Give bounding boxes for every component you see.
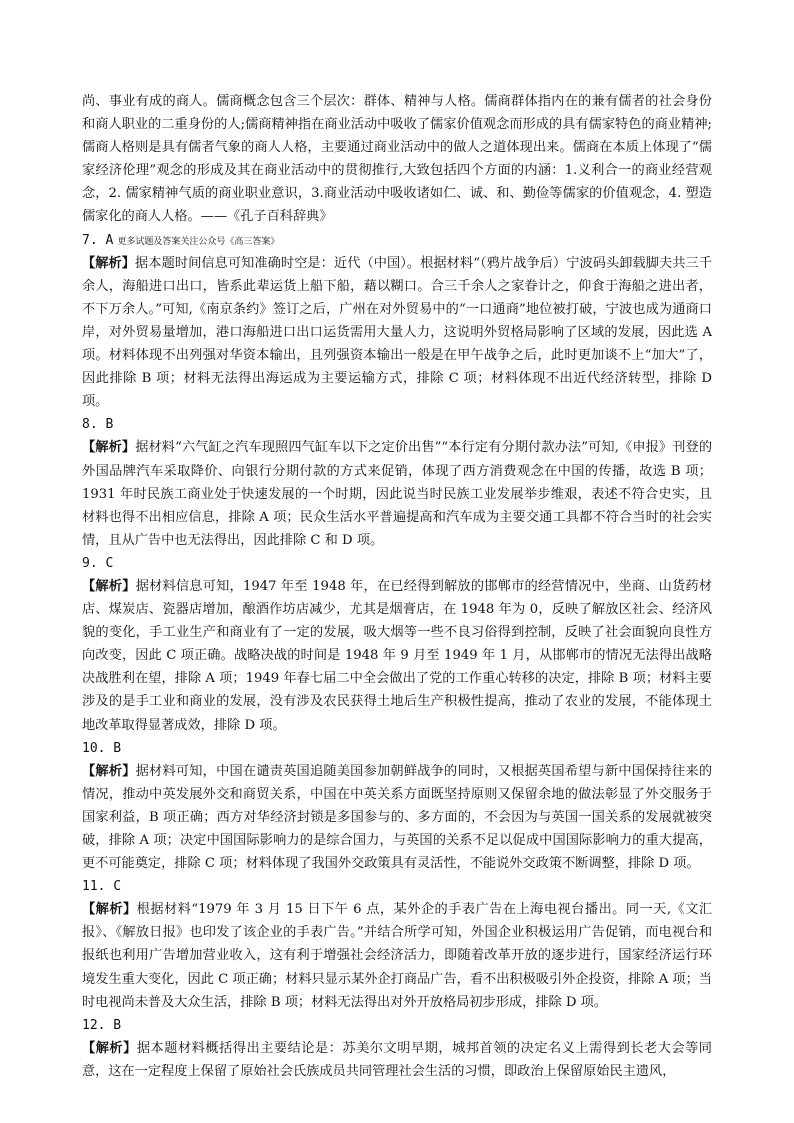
answer-item-12: [82, 1014, 712, 1083]
analysis-tag: 【解析】: [82, 255, 136, 271]
answer-item-7: [82, 229, 712, 414]
analysis-paragraph: 【解析】据本题材料概括得出主要结论是：苏美尔文明早期，城邦首领的决定名义上需得到长老大会等同意，这在一定程度上保留了原始社会氏族成员共同管理社会生活的习惯，即政治上保留原始民主遗风，: [82, 1040, 712, 1079]
analysis-paragraph: 【解析】据材料信息可知，1947 年至 1948 年，在已经得到解放的邯郸市的经营情况中，坐商、山货药材店、煤炭店、瓷器店增加，酿酒作坊店减少，尤其是烟膏店，在 1948 年为 0，反映了解放区社会、经济风貌的变化，手工业生产和商业有了一定的发展，吸大烟等一些不良习俗得到控制，反映了社会面貌向良性方向改变，因此 C 项正确。战略决战的时间是 1948 年 9 月至 1949 年 1 月，从邯郸市的情况无法得出战略决战胜利在望，排除 A 项；1949 年春七届二中全会做出了党的工作重心转移的决定，排除 B 项；材料主要涉及的是手工业和商业的发展，没有涉及农民获得土地后生产积极性提高，推动了农业的发展，不能体现土地改革取得显著成效，排除 D 项。: [82, 578, 713, 733]
answer-item-9: [82, 552, 712, 737]
answer-key: 9. C: [82, 555, 114, 571]
answer-item-11: [82, 875, 712, 1014]
answer-key: 7. A 更多试题及答案关注公众号《高三答案》: [82, 232, 280, 248]
intro-paragraph: 尚、事业有成的商人。儒商概念包含三个层次：群体、精神与人格。儒商群体指内在的兼有儒者的社会身份和商人职业的二重身份的人;儒商精神指在商业活动中吸收了儒家价值观念而形成的具有儒家特色的商业精神;儒商人格则是具有儒者气象的商人人格，主要通过商业活动中的做人之道体现出来。儒商在本质上体现了“儒家经济伦理”观念的形成及其在商业活动中的贯彻推行,大致包括四个方面的内涵：1.义利合一的商业经营观念，2. 儒家精神气质的商业职业意识，3.商业活动中吸收诸如仁、诚、和、勤俭等儒家的价值观念，4. 塑造儒家化的商人人格。——《孔子百科辞典》: [82, 94, 712, 225]
analysis-tag: 【解析】: [82, 1040, 137, 1056]
promo-note: 更多试题及答案关注公众号《高三答案》: [117, 236, 280, 247]
answer-key: 12. B: [82, 1017, 122, 1033]
answer-item-8: [82, 413, 712, 552]
analysis-tag: 【解析】: [82, 440, 136, 456]
answer-key: 10. B: [82, 740, 122, 756]
analysis-tag: 【解析】: [82, 763, 136, 779]
answer-item-10: [82, 737, 712, 876]
document-page: [82, 90, 712, 1083]
analysis-paragraph: 【解析】据材料“六气缸之汽车现照四气缸车以下之定价出售”“本行定有分期付款办法”可知,《申报》刊登的外国品牌汽车采取降价、向银行分期付款的方式来促销，体现了西方消费观念在中国的传播，故选 B 项；1931 年时民族工商业处于快速发展的一个时期，因此说当时民族工业发展举步维艰，表述不符合史实，且材料也得不出相应信息，排除 A 项；民众生活水平普遍提高和汽车成为主要交通工具都不符合当时的社会实情，且从广告中也无法得出，因此排除 C 和 D 项。: [82, 440, 713, 548]
answer-key: 11. C: [82, 879, 122, 895]
analysis-tag: 【解析】: [82, 902, 137, 918]
analysis-paragraph: 【解析】据材料可知，中国在谴责英国追随美国参加朝鲜战争的同时，又根据英国希望与新中国保持往来的情况，推动中英发展外交和商贸关系，中国在中英关系方面既坚持原则又保留余地的做法彰显了外交服务于国家利益，B 项正确；西方对华经济封锁是多国参与的、多方面的，不会因为与英国一国关系的发展就被突破，排除 A 项；决定中国国际影响力的是综合国力，与英国的关系不足以促成中国国际影响力的重大提高，更不可能奠定，排除 C 项；材料体现了我国外交政策具有灵活性，不能说外交政策不断调整，排除 D 项。: [82, 763, 713, 872]
analysis-paragraph: 【解析】根据材料“1979 年 3 月 15 日下午 6 点，某外企的手表广告在上海电视台播出。同一天,《文汇报》、《解放日报》也印发了该企业的手表广告。”并结合所学可知，外国企业积极运用广告促销，而电视台和报纸也利用广告增加营业收入，这有利于增强社会经济活力，即随着改革开放的逐步进行，国家经济运行环境发生重大变化，因此 C 项正确；材料只显示某外企打商品广告，看不出积极吸引外企投资，排除 A 项；当时电视尚未普及大众生活，排除 B 项；材料无法得出对外开放格局初步形成，排除 D 项。: [82, 902, 713, 1010]
answer-key: 8. B: [82, 417, 114, 433]
analysis-paragraph: 【解析】据本题时间信息可知准确时空是：近代（中国）。根据材料“（鸦片战争后）宁波码头卸载脚夫共三千余人，海船进口出口，皆系此辈运货上船下船，藉以糊口。合三千余人之家眷计之，仰食于海船之进出者，不下万余人。”可知,《南京条约》签订之后，广州在对外贸易中的“一口通商”地位被打破，宁波也成为通商口岸，对外贸易量增加，港口海船进口出口运货需用大量人力，这说明外贸格局影响了区域的发展，因此选 A 项。材料体现不出列强对华资本输出，且列强资本输出一般是在甲午战争之后，此时更加谈不上“加大”了，因此排除 B 项；材料无法得出海运成为主要运输方式，排除 C 项；材料体现不出近代经济转型，排除 D 项。: [82, 255, 713, 410]
analysis-tag: 【解析】: [82, 578, 136, 594]
